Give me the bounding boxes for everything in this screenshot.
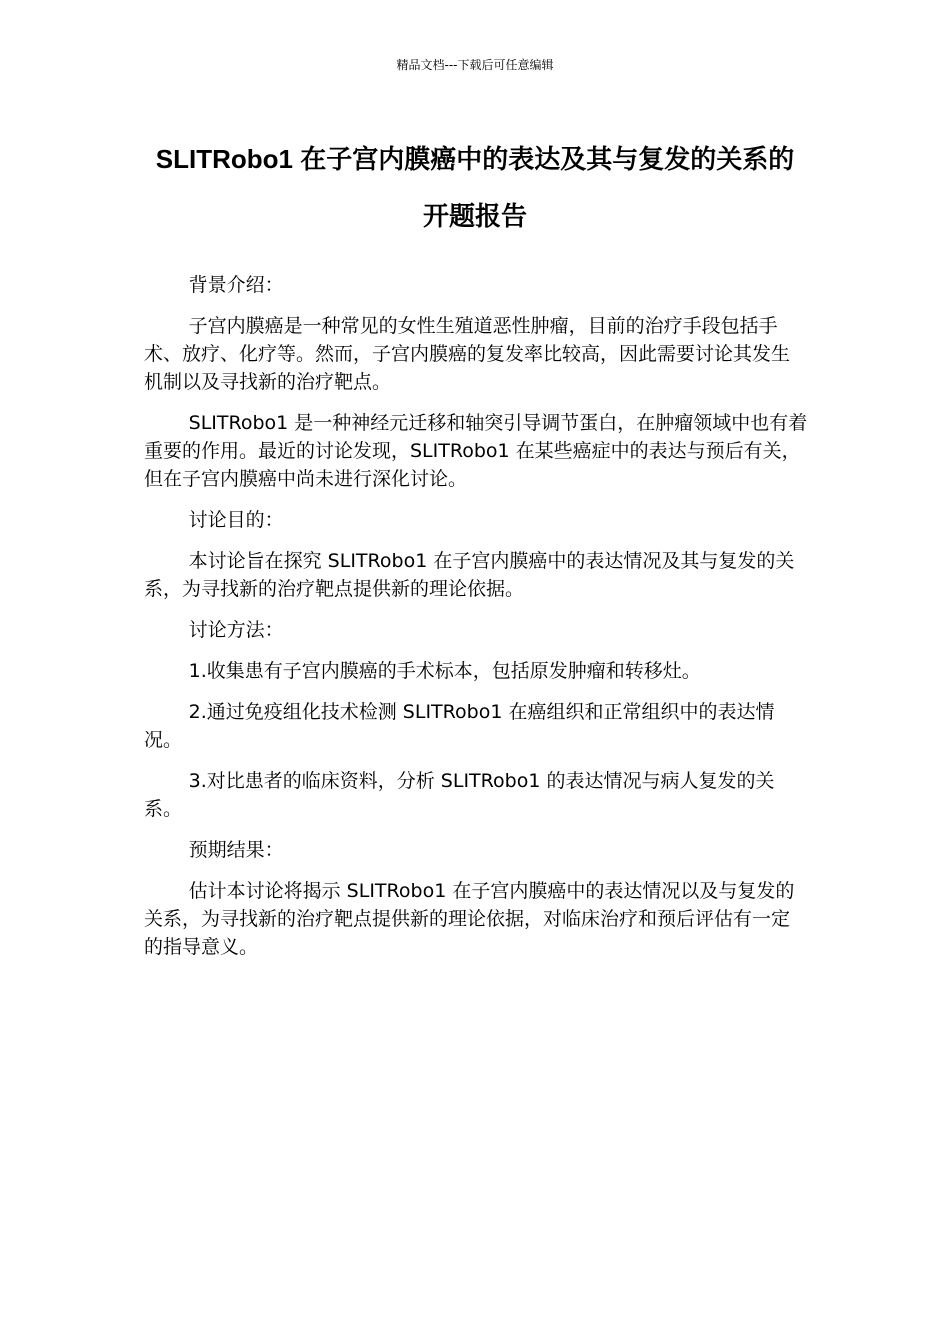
methods-item-2: 2.通过免疫组化技术检测 SLITRobo1 在癌组织和正常组织中的表达情况。 xyxy=(144,701,775,751)
purpose-paragraph: 本讨论旨在探究 SLITRobo1 在子宫内膜癌中的表达情况及其与复发的关系，为寻找新的治疗靶点提供新的理论依据。 xyxy=(144,550,795,600)
results-paragraph: 估计本讨论将揭示 SLITRobo1 在子宫内膜癌中的表达情况以及与复发的关系，为寻找新的治疗靶点提供新的理论依据，对临床治疗和预后评估有一定的指导意义。 xyxy=(144,880,795,958)
results-heading: 预期结果： xyxy=(188,839,284,861)
header-note: 精品文档---下载后可任意编辑 xyxy=(396,58,554,72)
methods-item-3: 3.对比患者的临床资料，分析 SLITRobo1 的表达情况与病人复发的关系。 xyxy=(144,770,775,820)
background-heading: 背景介绍： xyxy=(188,274,284,296)
background-paragraph-1: 子宫内膜癌是一种常见的女性生殖道恶性肿瘤，目前的治疗手段包括手术、放疗、化疗等。然而，子宫内膜癌的复发率比较高，因此需要讨论其发生机制以及寻找新的治疗靶点。 xyxy=(144,315,791,393)
purpose-heading: 讨论目的： xyxy=(188,509,284,531)
methods-heading: 讨论方法： xyxy=(188,619,284,641)
methods-item-1: 1.收集患有子宫内膜癌的手术标本，包括原发肿瘤和转移灶。 xyxy=(188,660,701,682)
document-title: SLITRobo1 在子宫内膜癌中的表达及其与复发的关系的开题报告 xyxy=(155,144,795,231)
background-paragraph-2: SLITRobo1 是一种神经元迁移和轴突引导调节蛋白，在肿瘤领域中也有着重要的作用。最近的讨论发现，SLITRobo1 在某些癌症中的表达与预后有关，但在子宫内膜癌中尚未进行深化讨论。 xyxy=(144,412,808,490)
document-body xyxy=(144,271,808,974)
